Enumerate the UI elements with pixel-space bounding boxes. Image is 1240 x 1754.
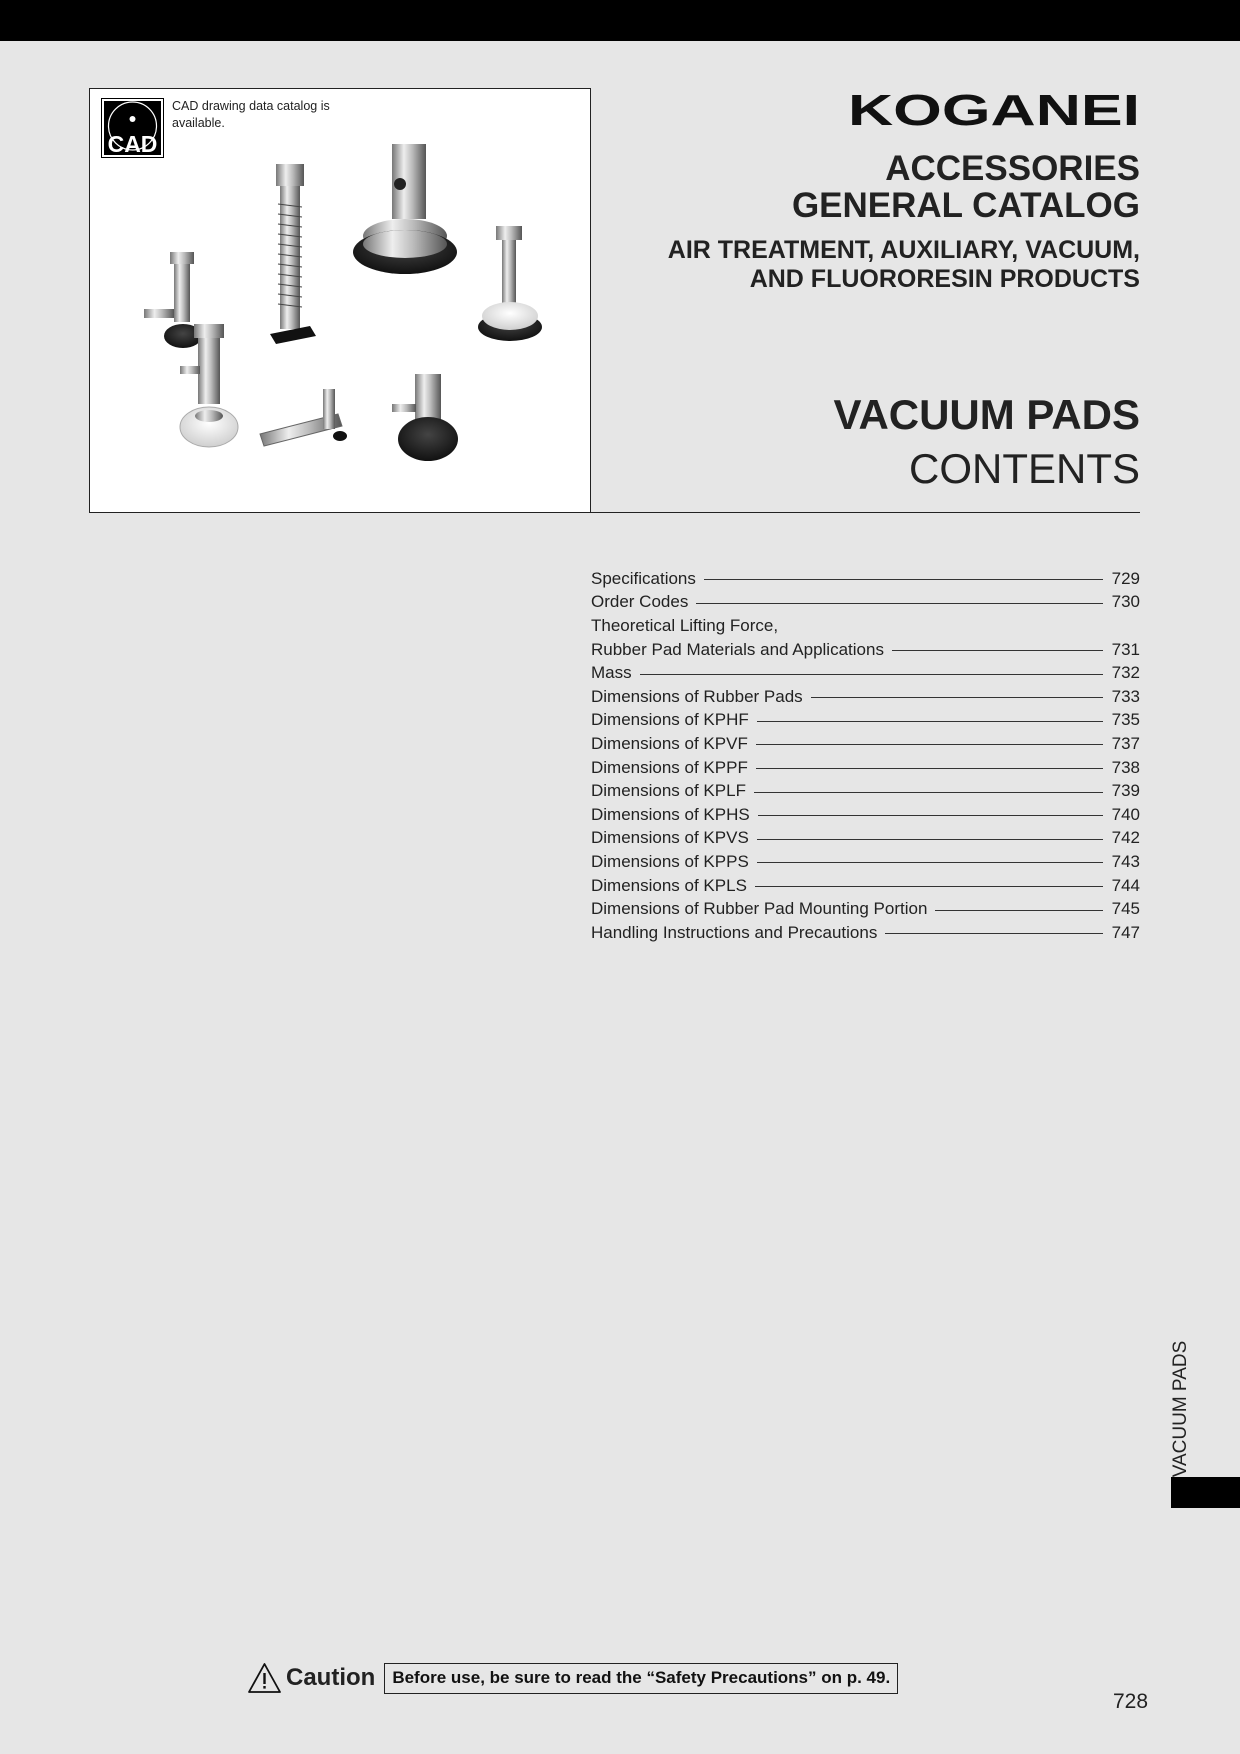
toc-page: 732	[1111, 663, 1140, 683]
side-tab-label[interactable]	[1156, 1340, 1206, 1478]
toc-entry-rubber-pads[interactable]	[591, 685, 1140, 709]
toc-entry-lifting-force[interactable]	[591, 614, 1140, 638]
side-tab-label-text: VACUUM PADS	[1170, 1340, 1191, 1478]
toc-leader	[935, 910, 1103, 911]
toc-leader	[757, 721, 1103, 722]
toc-page: 739	[1111, 781, 1140, 801]
toc-label: Dimensions of Rubber Pad Mounting Portion	[591, 899, 928, 919]
toc-entry-kppf[interactable]	[591, 756, 1140, 780]
vacuum-pad-products-image	[130, 144, 550, 504]
toc-leader	[757, 862, 1103, 863]
toc-label: Dimensions of KPLF	[591, 781, 746, 801]
toc-page: 737	[1111, 733, 1140, 753]
catalog-subtitle-line2: AND FLUORORESIN PRODUCTS	[749, 265, 1140, 293]
toc-label: Dimensions of Rubber Pads	[591, 686, 803, 706]
svg-text:KOGANEI: KOGANEI	[848, 89, 1140, 129]
toc-label: Dimensions of KPPS	[591, 851, 749, 871]
toc-entry-kpps[interactable]	[591, 850, 1140, 874]
catalog-title-line1: ACCESSORIES	[885, 149, 1140, 188]
toc-page: 733	[1111, 686, 1140, 706]
contents-heading: CONTENTS	[909, 445, 1140, 492]
toc-leader	[756, 768, 1103, 769]
toc-page: 747	[1111, 922, 1140, 942]
toc-leader	[885, 933, 1103, 934]
toc-entry-order-codes[interactable]	[591, 591, 1140, 615]
toc-label: Dimensions of KPVS	[591, 828, 749, 848]
toc-leader	[696, 603, 1103, 604]
caution-text: Before use, be sure to read the “Safety Precautions” on p. 49.	[384, 1663, 898, 1694]
toc-leader	[640, 674, 1103, 675]
catalog-subtitle	[540, 236, 1140, 294]
toc-entry-kpvf[interactable]	[591, 732, 1140, 756]
cad-note: CAD drawing data catalog is available.	[172, 99, 330, 130]
toc-label: Rubber Pad Materials and Applications	[591, 639, 884, 659]
toc-entry-mounting-portion[interactable]	[591, 897, 1140, 921]
toc-page: 731	[1111, 639, 1140, 659]
page-number: 728	[1113, 1690, 1149, 1713]
toc-entry-kpls[interactable]	[591, 874, 1140, 898]
toc-page: 729	[1111, 568, 1140, 588]
toc-leader	[755, 886, 1103, 887]
toc-leader	[892, 650, 1103, 651]
toc-entry-rubber-materials[interactable]	[591, 638, 1140, 662]
toc-entry-kphs[interactable]	[591, 803, 1140, 827]
toc-label: Dimensions of KPLS	[591, 875, 747, 895]
toc-entry-kplf[interactable]	[591, 779, 1140, 803]
toc-leader	[756, 744, 1103, 745]
koganei-logo	[845, 89, 1140, 129]
warning-triangle-icon	[247, 1662, 282, 1694]
toc-label: Dimensions of KPHF	[591, 710, 749, 730]
toc-leader	[754, 792, 1103, 793]
toc-page: 745	[1111, 899, 1140, 919]
toc-page: 740	[1111, 804, 1140, 824]
toc-entry-kphf[interactable]	[591, 709, 1140, 733]
catalog-title-line2: GENERAL CATALOG	[791, 186, 1140, 225]
top-bar	[0, 0, 1240, 41]
toc-leader	[758, 815, 1103, 816]
table-of-contents	[591, 567, 1140, 945]
catalog-subtitle-line1: AIR TREATMENT, AUXILIARY, VACUUM,	[667, 236, 1140, 264]
toc-label: Theoretical Lifting Force,	[591, 615, 779, 635]
toc-label: Dimensions of KPVF	[591, 733, 748, 753]
toc-leader	[811, 697, 1103, 698]
toc-page: 730	[1111, 592, 1140, 612]
toc-entry-specifications[interactable]	[591, 567, 1140, 591]
toc-leader	[704, 579, 1103, 580]
toc-page: 743	[1111, 851, 1140, 871]
toc-page: 738	[1111, 757, 1140, 777]
toc-label: Mass	[591, 663, 632, 683]
caution-word: Caution	[286, 1664, 376, 1691]
toc-page: 735	[1111, 710, 1140, 730]
caution-notice	[247, 1661, 898, 1695]
toc-entry-mass[interactable]	[591, 661, 1140, 685]
cad-badge-text: CAD	[107, 131, 158, 157]
toc-page: 742	[1111, 828, 1140, 848]
product-photo-panel	[89, 88, 591, 513]
toc-label: Dimensions of KPPF	[591, 757, 748, 777]
toc-label: Order Codes	[591, 592, 689, 612]
toc-entry-kpvs[interactable]	[591, 827, 1140, 851]
section-title: VACUUM PADS	[833, 391, 1140, 438]
catalog-title	[580, 150, 1140, 224]
toc-label: Dimensions of KPHS	[591, 804, 750, 824]
side-tab-marker	[1171, 1477, 1240, 1508]
header-rule	[590, 512, 1140, 513]
toc-label: Handling Instructions and Precautions	[591, 922, 878, 942]
toc-page: 744	[1111, 875, 1140, 895]
toc-leader	[757, 839, 1103, 840]
toc-label: Specifications	[591, 568, 696, 588]
toc-entry-handling[interactable]	[591, 921, 1140, 945]
